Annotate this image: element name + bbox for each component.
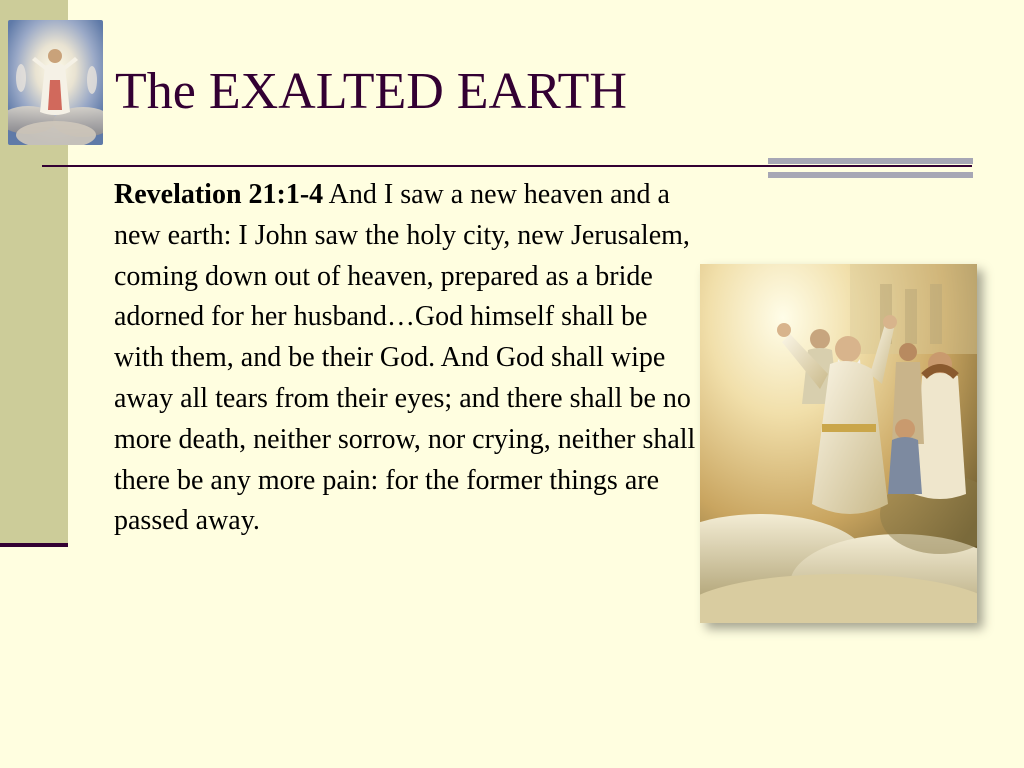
rising-people-image [700,264,977,623]
christ-in-glory-image [8,20,103,145]
left-strip-rule [0,543,68,547]
title-rule [42,165,972,167]
title-accent-bar-bottom [768,172,973,178]
slide-title: The EXALTED EARTH [115,63,627,120]
title-accent-bar-top [768,158,973,164]
scripture-passage [114,175,699,542]
scripture-text: And I saw a new heaven and a new earth: I John saw the holy city, new Jerusalem, coming down out of heaven, prepared as a bride adorned for her husband…God himself shall be with them, and be their God. And God shall wipe away all tears from their eyes; and there shall be no more death, neither sorrow, nor crying, neither shall there be any more pain: for the former things are passed away. [114,179,696,537]
scripture-reference: Revelation 21:1-4 [114,179,324,210]
